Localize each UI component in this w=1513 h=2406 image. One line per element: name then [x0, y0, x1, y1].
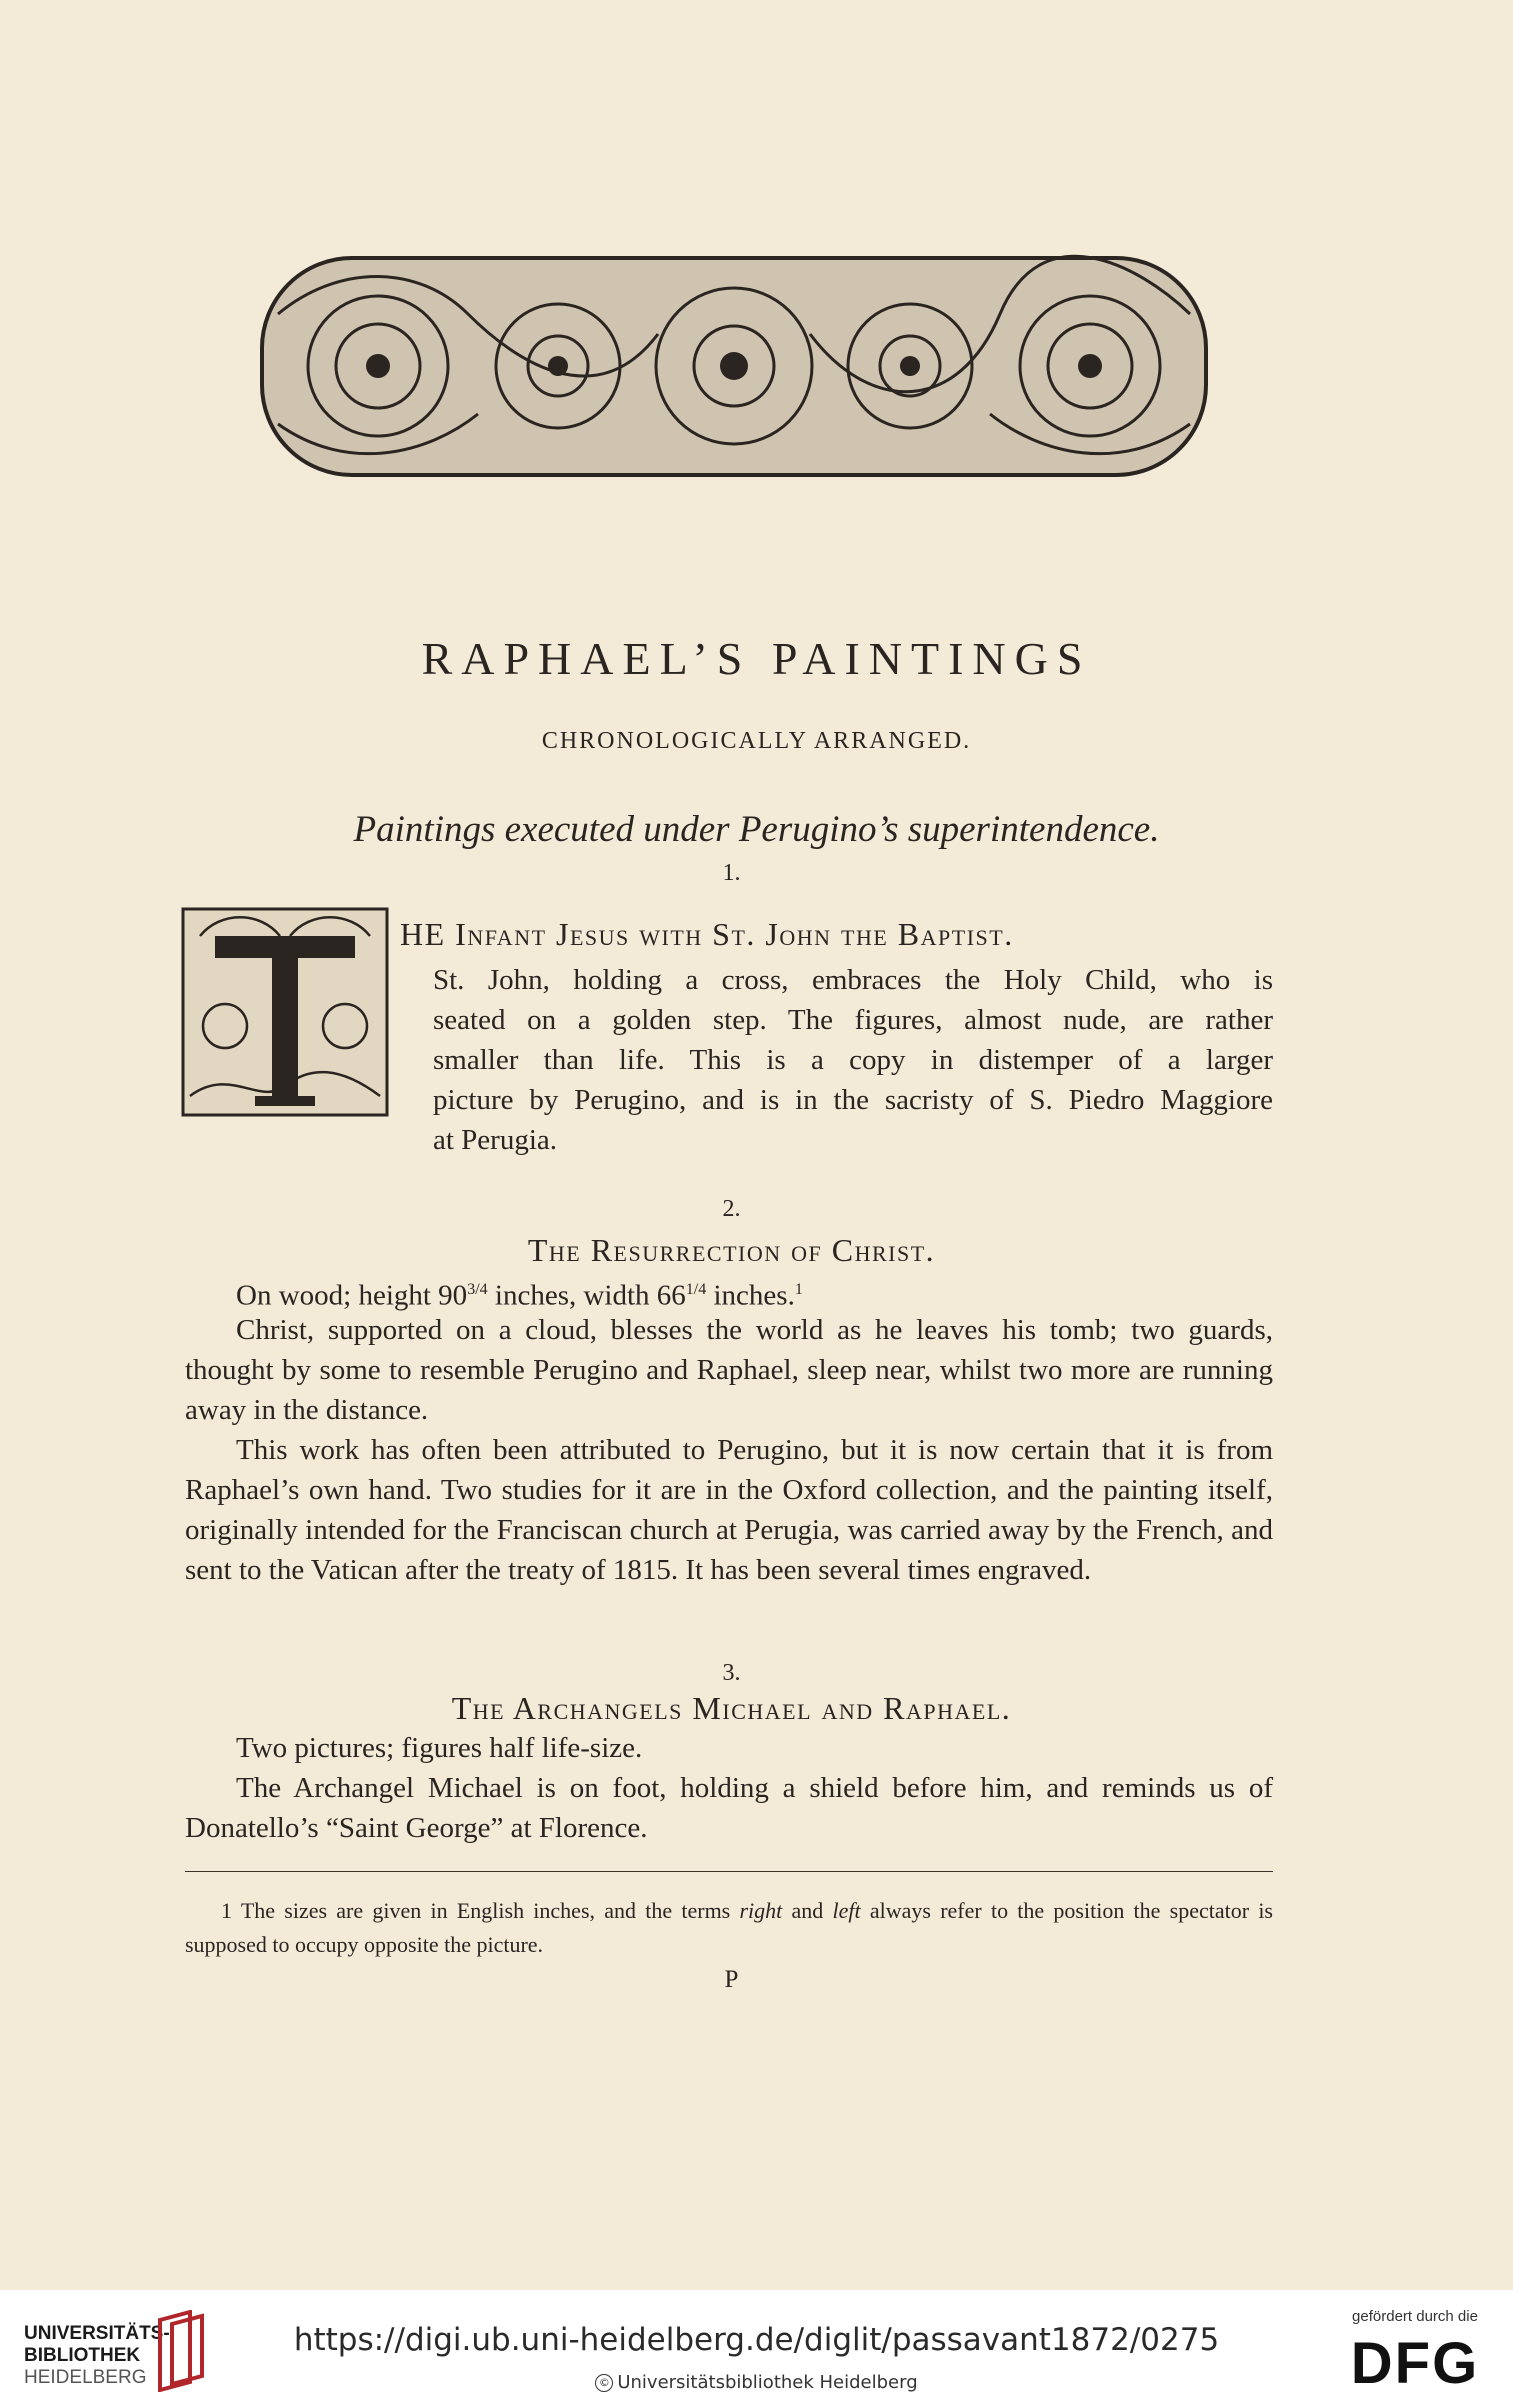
footnote-term-right: right: [739, 1898, 783, 1923]
entry-1-line: picture by Perugino, and is in the sacristy of S. Piedro Maggiore: [433, 1084, 1273, 1116]
footnote: [185, 1894, 1273, 1962]
copyright-icon: ©: [595, 2374, 613, 2392]
entry-1-line: smaller than life. This is a copy in distemper of a larger: [433, 1044, 1273, 1076]
page-title: RAPHAEL’S PAINTINGS: [421, 633, 1092, 684]
permalink-url[interactable]: https://digi.ub.uni-heidelberg.de/diglit/passavant1872/0275: [293, 2322, 1220, 2358]
decorated-initial-t: [180, 906, 390, 1118]
entry-1-line: St. John, holding a cross, embraces the Holy Child, who is: [433, 964, 1273, 996]
footnote-divider: [185, 1871, 1273, 1872]
entry-3-heading: The Archangels Michael and Raphael.: [451, 1690, 1012, 1726]
entry-2-paragraph: Christ, supported on a cloud, blesses the world as he leaves his tomb; two guards, thought by some to resemble Perugino and Raphael, sleep near, whilst two more are running away in the distance.: [185, 1314, 1273, 1426]
copyright-holder: Universitätsbibliothek Heidelberg: [617, 2372, 918, 2393]
entry-1-line: at Perugia.: [433, 1124, 558, 1156]
entry-3-number: 3.: [722, 1660, 741, 1686]
measure-suffix: inches.: [706, 1279, 795, 1312]
entry-2-paragraph: This work has often been attributed to Perugino, but it is now certain that it is from Raphael’s own hand. Two studies for it are in the Oxford collection, and the painting itself, originally intended for the Franciscan church at Perugia, was carried away by the French, and sent to the Vatican after the treaty of 1815. It has been several times engraved.: [185, 1434, 1273, 1586]
fraction-width: 3/4: [467, 1281, 488, 1298]
footnote-text-a: The sizes are given in English inches, and the terms: [240, 1898, 740, 1923]
entry-1-line: seated on a golden step. The figures, almost nude, are rather: [433, 1004, 1273, 1036]
measure-prefix: On wood; height 90: [236, 1279, 468, 1312]
copyright-line: [0, 2372, 1513, 2393]
page-subtitle: CHRONOLOGICALLY ARRANGED.: [541, 728, 972, 754]
footnote-reference: 1: [794, 1281, 803, 1298]
entry-2-heading: The Resurrection of Christ.: [527, 1232, 936, 1268]
entry-3-paragraph: The Archangel Michael is on foot, holding a shield before him, and reminds us of Donatello’s “Saint George” at Florence.: [185, 1772, 1273, 1844]
footnote-term-left: left: [832, 1898, 861, 1923]
entry-2-number: 2.: [722, 1196, 741, 1222]
fraction-height: 1/4: [685, 1281, 707, 1298]
dfg-logo[interactable]: DFG: [1350, 2331, 1480, 2396]
footnote-and: and: [782, 1898, 833, 1923]
entry-1-heading: HE Infant Jesus with St. John the Baptist.: [400, 916, 1014, 952]
ornamental-headpiece: [258, 254, 1210, 479]
library-name-line: HEIDELBERG: [24, 2367, 147, 2388]
footnote-mark: 1: [221, 1898, 232, 1923]
dfg-caption: gefördert durch die: [1352, 2308, 1478, 2325]
library-name-line: BIBLIOTHEK: [24, 2345, 141, 2366]
entry-1-description: [433, 960, 1273, 1160]
measure-mid: inches, width 66: [487, 1279, 686, 1312]
signature-mark: P: [724, 1966, 739, 1993]
entry-3-paragraph: Two pictures; figures half life-size.: [236, 1732, 643, 1764]
entry-1-number: 1.: [722, 860, 741, 886]
section-heading: Paintings executed under Perugino’s superintendence.: [353, 809, 1160, 850]
footnote-text-b: always refer to the position the spectator is supposed to occupy opposite the picture.: [185, 1898, 1273, 1957]
entry-2-measurements: [236, 1270, 803, 1316]
library-name-line: UNIVERSITÄTS-: [24, 2323, 170, 2344]
